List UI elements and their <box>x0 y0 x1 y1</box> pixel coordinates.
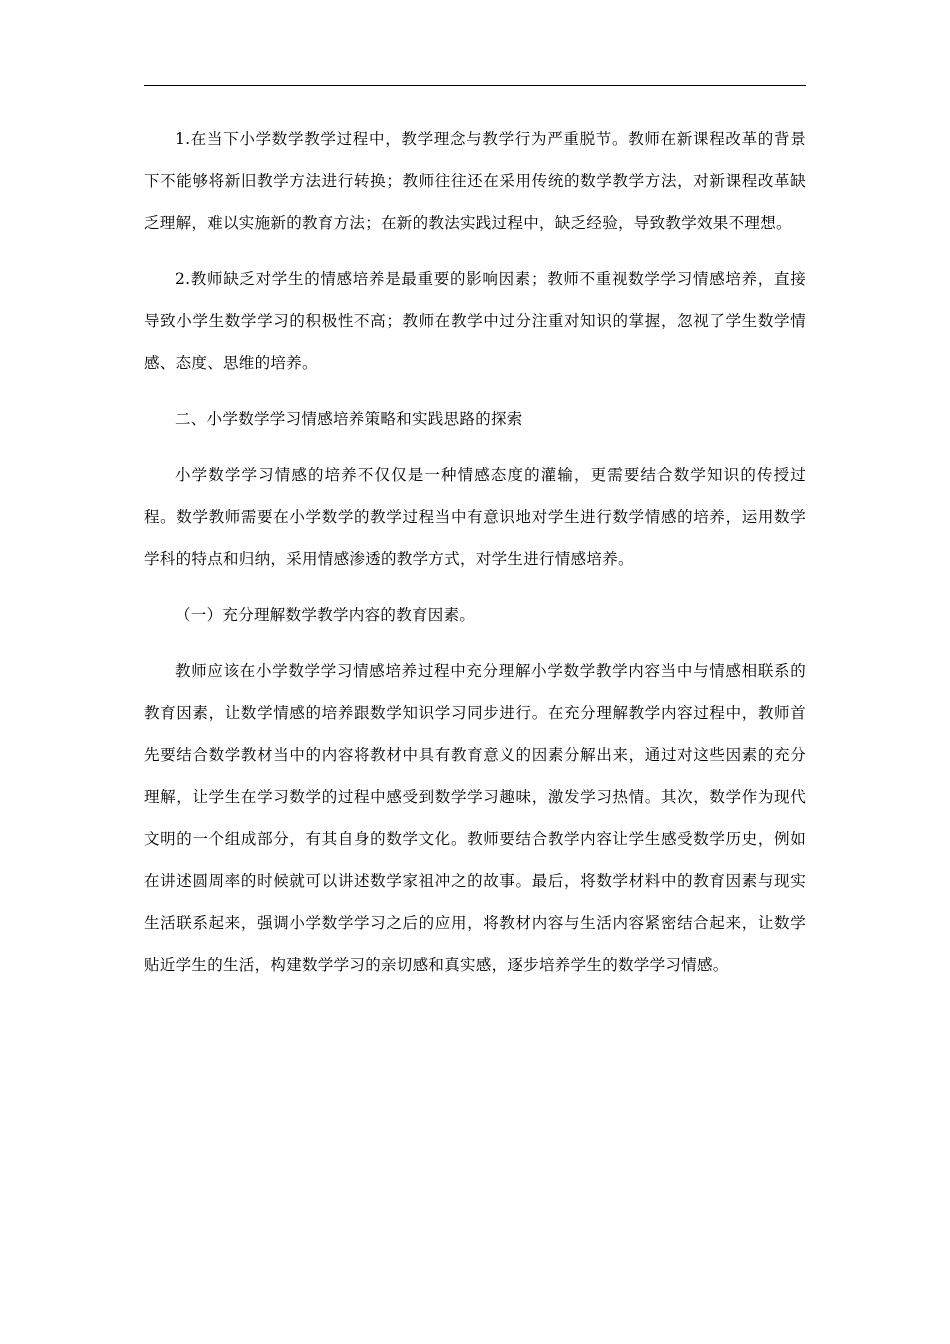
paragraph-point-2: 2.教师缺乏对学生的情感培养是最重要的影响因素；教师不重视数学学习情感培养，直接导致小学生数学学习的积极性不高；教师在教学中过分注重对知识的掌握，忽视了学生数学情感、态度、思维的培养。 <box>144 270 806 372</box>
document-body <box>144 118 806 986</box>
paragraph-intro: 小学数学学习情感的培养不仅仅是一种情感态度的灌输，更需要结合数学知识的传授过程。数学教师需要在小学数学的教学过程当中有意识地对学生进行数学情感的培养，运用数学学科的特点和归纳，采用情感渗透的教学方式，对学生进行情感培养。 <box>144 466 806 568</box>
paragraph-body: 教师应该在小学数学学习情感培养过程中充分理解小学数学教学内容当中与情感相联系的教育因素，让数学情感的培养跟数学知识学习同步进行。在充分理解教学内容过程中，教师首先要结合数学教材当中的内容将教材中具有教育意义的因素分解出来，通过对这些因素的充分理解，让学生在学习数学的过程中感受到数学学习趣味，激发学习热情。其次，数学作为现代文明的一个组成部分，有其自身的数学文化。教师要结合教学内容让学生感受数学历史，例如在讲述圆周率的时候就可以讲述数学家祖冲之的故事。最后，将数学材料中的教育因素与现实生活联系起来，强调小学数学学习之后的应用，将教材内容与生活内容紧密结合起来，让数学贴近学生的生活，构建数学学习的亲切感和真实感，逐步培养学生的数学学习情感。 <box>144 662 806 974</box>
section-heading: 二、小学数学学习情感培养策略和实践思路的探索 <box>175 410 523 428</box>
paragraph-point-1: 1.在当下小学数学教学过程中，教学理念与教学行为严重脱节。教师在新课程改革的背景下不能够将新旧教学方法进行转换；教师往往还在采用传统的数学教学方法，对新课程改革缺乏理解，难以实施新的教育方法；在新的教法实践过程中，缺乏经验，导致教学效果不理想。 <box>144 130 806 232</box>
header-rule <box>144 85 806 86</box>
subsection-heading: （一）充分理解数学教学内容的教育因素。 <box>175 606 476 624</box>
